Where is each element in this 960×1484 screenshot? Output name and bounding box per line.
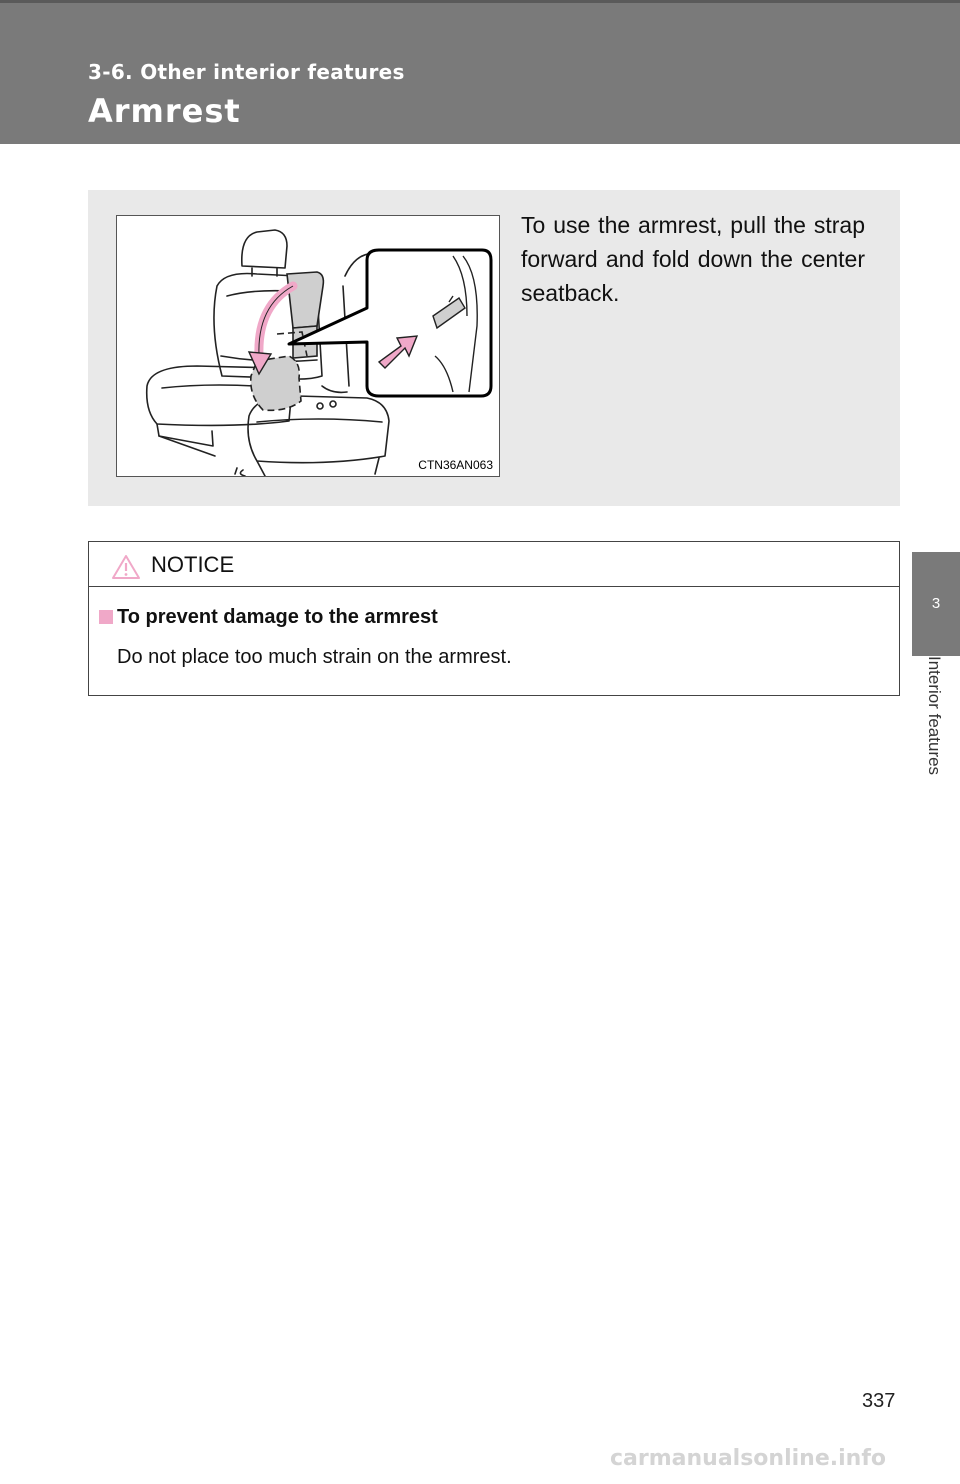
notice-box <box>88 541 900 696</box>
section-label: 3-6. Other interior features <box>88 60 405 84</box>
figure-code: CTN36AN063 <box>418 458 493 472</box>
chapter-title-vertical <box>912 656 960 836</box>
bullet-square-icon <box>99 610 113 624</box>
notice-body: Do not place too much strain on the armrest. <box>117 646 512 668</box>
page-number: 337 <box>862 1390 896 1412</box>
rear-seat-armrest-drawing <box>117 216 499 476</box>
notice-title: NOTICE <box>151 552 235 577</box>
chapter-title: Interior features <box>925 656 944 776</box>
armrest-instructions: To use the armrest, pull the strap forward and fold down the center seatback. <box>521 212 865 306</box>
header-top-rule <box>0 0 960 3</box>
page-header <box>0 0 960 144</box>
notice-subheading: To prevent damage to the armrest <box>117 606 438 628</box>
armrest-illustration <box>116 215 500 477</box>
warning-triangle-icon <box>111 554 141 580</box>
watermark: carmanualsonline.info <box>610 1446 886 1471</box>
chapter-number: 3 <box>931 595 941 612</box>
chapter-tab <box>912 552 960 656</box>
page-title: Armrest <box>88 92 241 130</box>
notice-header <box>89 542 899 587</box>
